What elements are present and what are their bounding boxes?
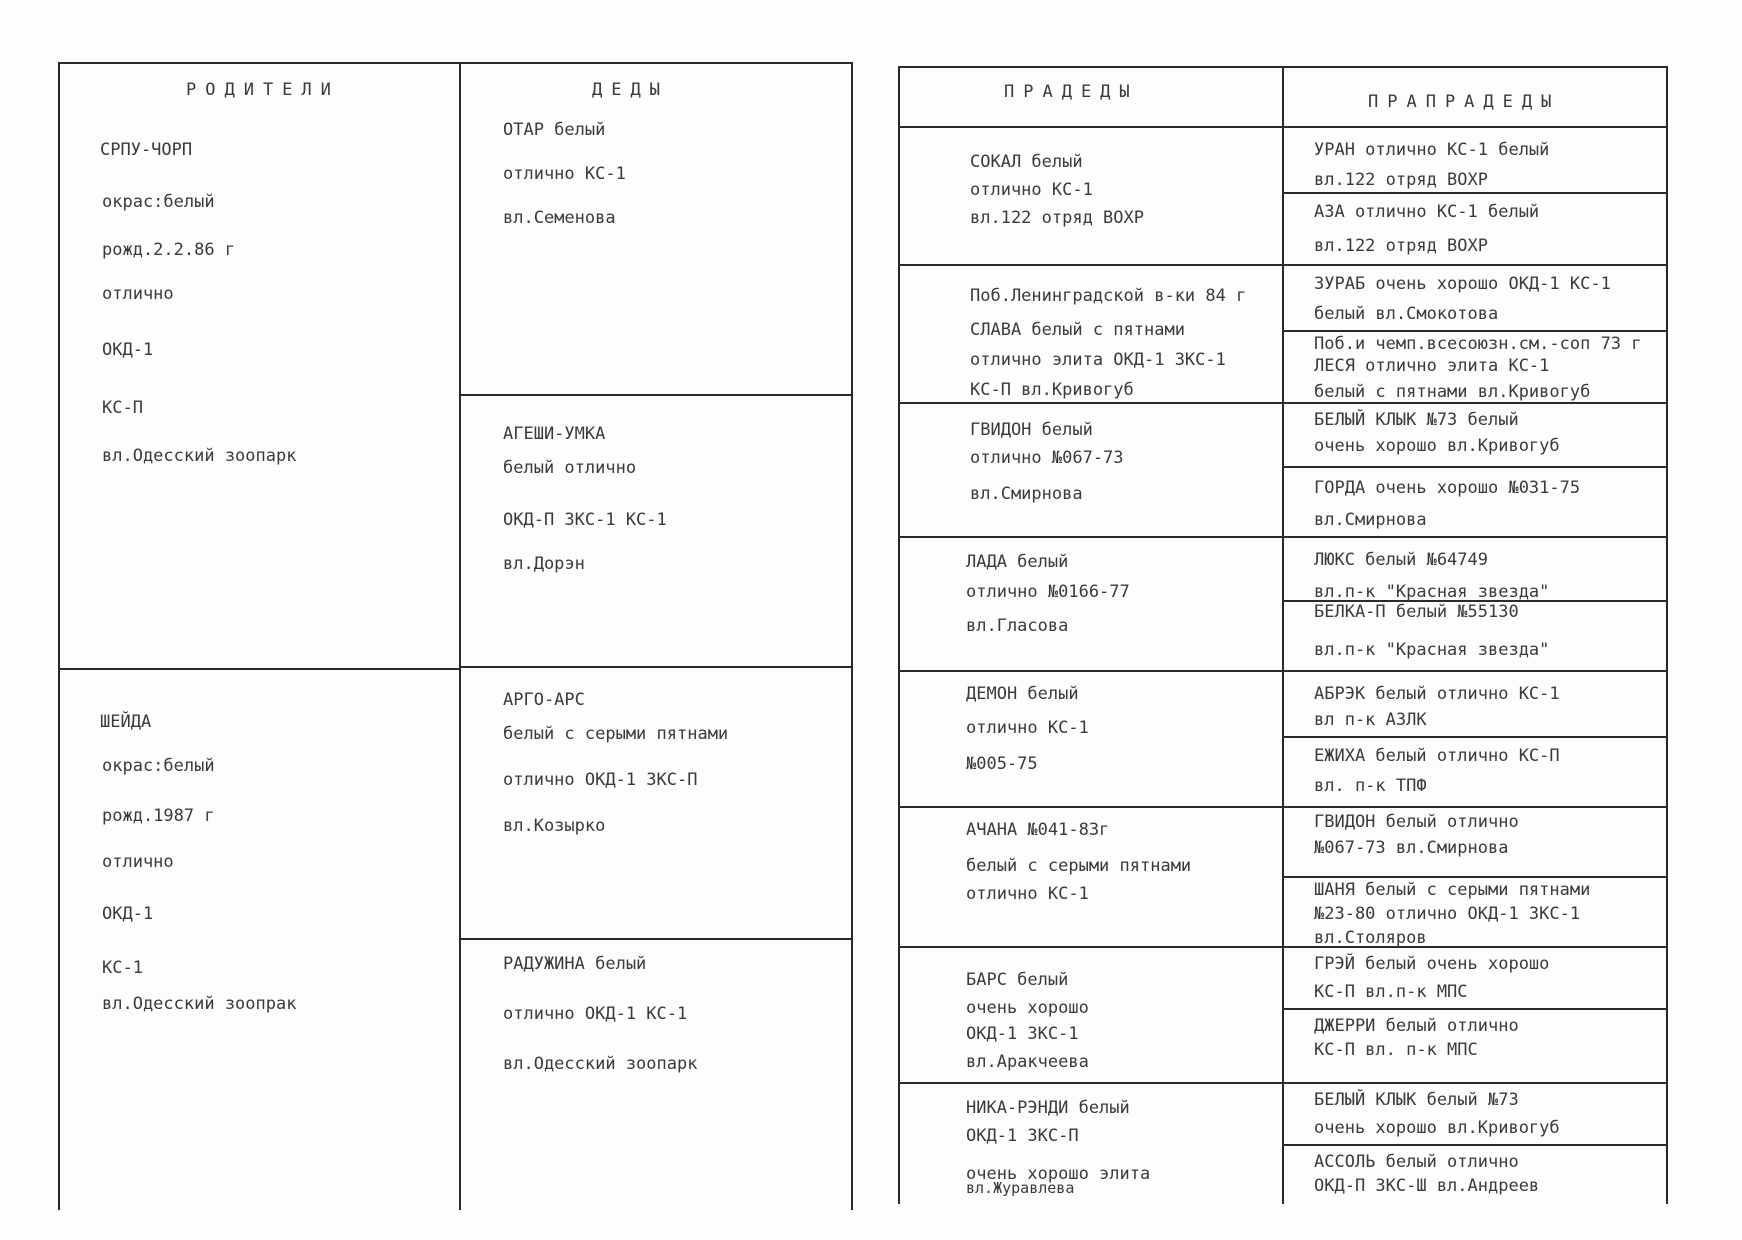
grandparent-line: отлично ОКД-1 КС-1 bbox=[503, 1004, 688, 1024]
gggp-line: БЕЛЫЙ КЛЫК белый №73 bbox=[1314, 1090, 1519, 1110]
ggp-line: СОКАЛ белый bbox=[970, 152, 1083, 172]
dam-title-1: ОКД-1 bbox=[102, 904, 154, 924]
ggp-line: №005-75 bbox=[966, 754, 1038, 774]
ggp-line: ГВИДОН белый bbox=[970, 420, 1093, 440]
gggp-line: КС-П вл.п-к МПС bbox=[1314, 982, 1468, 1002]
gggp-line: вл. п-к ТПФ bbox=[1314, 776, 1427, 796]
grandparent-line: вл.Дорэн bbox=[503, 554, 585, 574]
ggp-line: отлично №0166-77 bbox=[966, 582, 1130, 602]
ggp-line: КС-П вл.Кривогуб bbox=[970, 380, 1134, 400]
grandparent-line: вл.Одесский зоопарк bbox=[503, 1054, 698, 1074]
gggp-line: ГВИДОН белый отлично bbox=[1314, 812, 1519, 832]
ggp-line: отлично КС-1 bbox=[966, 718, 1089, 738]
ggp-line: Поб.Ленинградской в-ки 84 г bbox=[970, 286, 1247, 306]
ggp-line: ОКД-1 ЗКС-П bbox=[966, 1126, 1079, 1146]
gggp-line: ДЖЕРРИ белый отлично bbox=[1314, 1016, 1519, 1036]
ggp-line: отлично №067-73 bbox=[970, 448, 1124, 468]
dam-birth: рожд.1987 г bbox=[102, 806, 215, 826]
gggp-line: ШАНЯ белый с серыми пятнами bbox=[1314, 880, 1591, 900]
gggp-line: ЛЮКС белый №64749 bbox=[1314, 550, 1488, 570]
gggp-line: БЕЛЫЙ КЛЫК №73 белый bbox=[1314, 410, 1519, 430]
header-great-grandparents: ПРАДЕДЫ bbox=[1004, 82, 1139, 102]
gggp-line: КС-П вл. п-к МПС bbox=[1314, 1040, 1478, 1060]
gggp-line: №067-73 вл.Смирнова bbox=[1314, 838, 1509, 858]
gggp-line: очень хорошо вл.Кривогуб bbox=[1314, 1118, 1560, 1138]
gggp-line: БЕЛКА-П белый №55130 bbox=[1314, 602, 1519, 622]
gggp-line: АБРЭК белый отлично КС-1 bbox=[1314, 684, 1560, 704]
sire-color: окрас:белый bbox=[102, 192, 215, 212]
gggp-line: ЕЖИХА белый отлично КС-П bbox=[1314, 746, 1560, 766]
grandparent-line: отлично КС-1 bbox=[503, 164, 626, 184]
header-grandparents: ДЕДЫ bbox=[592, 80, 669, 100]
sire-name: СРПУ-ЧОРП bbox=[100, 140, 193, 160]
ggp-line: НИКА-РЭНДИ белый bbox=[966, 1098, 1130, 1118]
sire-owner: вл.Одесский зоопарк bbox=[102, 446, 297, 466]
gggp-line: вл.122 отряд ВОХР bbox=[1314, 236, 1488, 256]
dam-title-2: КС-1 bbox=[102, 958, 143, 978]
ggp-line: ЛАДА белый bbox=[966, 552, 1069, 572]
header-parents: РОДИТЕЛИ bbox=[186, 80, 340, 100]
dam-grade: отлично bbox=[102, 852, 174, 872]
gggp-line: вл.Смирнова bbox=[1314, 510, 1427, 530]
grandparent-line: отлично ОКД-1 ЗКС-П bbox=[503, 770, 698, 790]
gggp-line: очень хорошо вл.Кривогуб bbox=[1314, 436, 1560, 456]
ggp-line: отлично элита ОКД-1 ЗКС-1 bbox=[970, 350, 1226, 370]
ggp-line: отлично КС-1 bbox=[966, 884, 1089, 904]
dam-name: ШЕЙДА bbox=[100, 712, 152, 732]
grandparent-line: вл.Семенова bbox=[503, 208, 616, 228]
sire-birth: рожд.2.2.86 г bbox=[102, 240, 236, 260]
gggp-line: №23-80 отлично ОКД-1 ЗКС-1 bbox=[1314, 904, 1581, 924]
gggp-line: белый вл.Смокотова bbox=[1314, 304, 1499, 324]
gggp-line: Поб.и чемп.всесоюзн.см.-соп 73 г bbox=[1314, 334, 1642, 354]
grandparent-line: ОТАР белый bbox=[503, 120, 606, 140]
gggp-line: ГОРДА очень хорошо №031-75 bbox=[1314, 478, 1581, 498]
gggp-line: ЗУРАБ очень хорошо ОКД-1 КС-1 bbox=[1314, 274, 1611, 294]
ggp-line: вл.122 отряд ВОХР bbox=[970, 208, 1144, 228]
ggp-line: вл.Аракчеева bbox=[966, 1052, 1089, 1072]
dam-owner: вл.Одесский зоопрак bbox=[102, 994, 297, 1014]
ggp-line: БАРС белый bbox=[966, 970, 1069, 990]
ggp-line: АЧАНА №041-83г bbox=[966, 820, 1110, 840]
ggp-line: очень хорошо элита bbox=[966, 1164, 1151, 1184]
grandparent-line: вл.Козырко bbox=[503, 816, 606, 836]
gggp-line: вл.п-к "Красная звезда" bbox=[1314, 582, 1550, 602]
gggp-line: белый с пятнами вл.Кривогуб bbox=[1314, 382, 1591, 402]
ggp-line: ДЕМОН белый bbox=[966, 684, 1079, 704]
grandparent-line: белый отлично bbox=[503, 458, 637, 478]
ggp-line: вл.Гласова bbox=[966, 616, 1069, 636]
sire-title-1: ОКД-1 bbox=[102, 340, 154, 360]
gggp-line: ЛЕСЯ отлично элита КС-1 bbox=[1314, 356, 1550, 376]
ggp-line: СЛАВА белый с пятнами bbox=[970, 320, 1185, 340]
grandparent-line: ОКД-П ЗКС-1 КС-1 bbox=[503, 510, 667, 530]
gggp-line: АССОЛЬ белый отлично bbox=[1314, 1152, 1519, 1172]
sire-grade: отлично bbox=[102, 284, 174, 304]
gggp-line: ОКД-П ЗКС-Ш вл.Андреев bbox=[1314, 1176, 1540, 1196]
gggp-line: вл.122 отряд ВОХР bbox=[1314, 170, 1488, 190]
grandparent-line: АГЕШИ-УМКА bbox=[503, 424, 606, 444]
grandparent-line: АРГО-АРС bbox=[503, 690, 585, 710]
ggp-line: отлично КС-1 bbox=[970, 180, 1093, 200]
gggp-line: ГРЭЙ белый очень хорошо bbox=[1314, 954, 1550, 974]
ggp-line: белый с серыми пятнами bbox=[966, 856, 1192, 876]
gggp-line: вл п-к АЗЛК bbox=[1314, 710, 1427, 730]
gggp-line: АЗА отлично КС-1 белый bbox=[1314, 202, 1540, 222]
gggp-line: вл.п-к "Красная звезда" bbox=[1314, 640, 1550, 660]
grandparent-line: белый с серыми пятнами bbox=[503, 724, 729, 744]
sire-title-2: КС-П bbox=[102, 398, 143, 418]
gggp-line: УРАН отлично КС-1 белый bbox=[1314, 140, 1550, 160]
header-great-great-grandparents: ПРАПРАДЕДЫ bbox=[1368, 92, 1561, 112]
ggp-line: ОКД-1 ЗКС-1 bbox=[966, 1024, 1079, 1044]
grandparent-line: РАДУЖИНА белый bbox=[503, 954, 647, 974]
ggp-line: вл.Журавлева bbox=[966, 1179, 1075, 1197]
gggp-line: вл.Столяров bbox=[1314, 928, 1427, 948]
dam-color: окрас:белый bbox=[102, 756, 215, 776]
ggp-line: вл.Смирнова bbox=[970, 484, 1083, 504]
ggp-line: очень хорошо bbox=[966, 998, 1089, 1018]
